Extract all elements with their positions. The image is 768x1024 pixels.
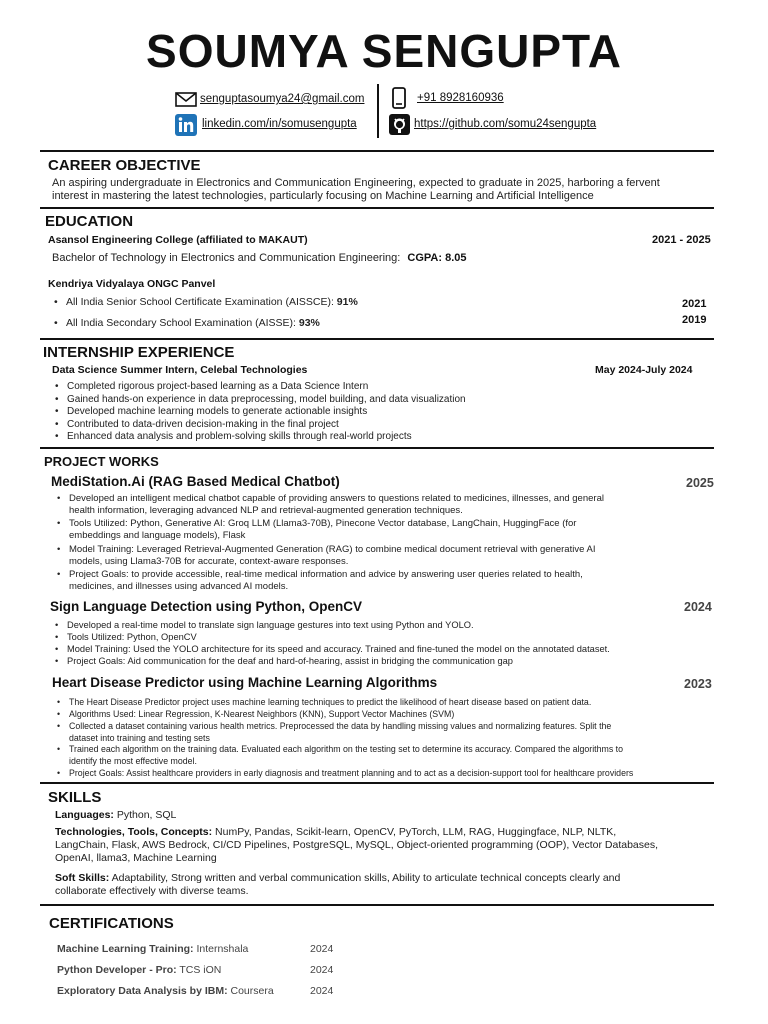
header-divider (40, 150, 714, 152)
bullet-line: dataset into training and testing sets (69, 733, 210, 743)
internship-bullet: • Contributed to data-driven decision-making in the final project (55, 419, 339, 432)
languages-label: Languages: (55, 809, 114, 821)
project-bullet: • Project Goals: Assist healthcare providers in early diagnosis and treatment planning and to act as a decision-support tool for healthcare providers (57, 767, 633, 779)
internship-bullet: • Completed rigorous project-based learning as a Data Science Intern (55, 381, 368, 394)
technologies-line: OpenAI, llama3, Machine Learning (55, 852, 217, 864)
github-link[interactable]: https://github.com/somu24sengupta (414, 118, 597, 130)
internship-heading: INTERNSHIP EXPERIENCE (43, 344, 235, 361)
languages-value: Python, SQL (116, 809, 177, 821)
certification-provider: Coursera (230, 985, 274, 997)
phone-link[interactable]: +91 8928160936 (417, 92, 504, 104)
exam-name: All India Senior School Certificate Examination (AISSCE): (66, 296, 334, 308)
bullet-line: Tools Utilized: Python, Generative AI: Groq LLM (Llama3-70B), Pinecone Vector database, LangChain, HuggingFace (for (69, 518, 577, 529)
career-objective-heading: CAREER OBJECTIVE (48, 157, 201, 174)
section-divider (40, 338, 714, 340)
internship-bullet: • Gained hands-on experience in data preprocessing, model building, and data visualization (55, 394, 466, 407)
project-bullet: • Developed a real-time model to translate sign language gestures into text using Python and YOLO. (55, 619, 474, 631)
github-icon (389, 114, 410, 135)
certification-year: 2024 (310, 964, 334, 976)
project-bullet (57, 544, 697, 568)
certification-provider: TCS iON (179, 964, 222, 976)
phone-icon (392, 87, 406, 109)
candidate-name: SOUMYA SENGUPTA (146, 25, 622, 77)
certification-item (57, 985, 274, 997)
bullet-line: identify the most effective model. (69, 756, 197, 766)
internship-dates: May 2024-July 2024 (595, 364, 693, 376)
bullet-line: Developed an intelligent medical chatbot capable of providing answers to questions related to medicines, illnesses, and general (69, 493, 604, 504)
project-year: 2025 (686, 476, 714, 490)
project-bullet (57, 720, 611, 744)
bullet-line: medicines, and illnesses using advanced AI models. (69, 581, 289, 592)
bullet-line: Model Training: Leveraged Retrieval-Augmented Generation (RAG) to combine medical document retrieval with generative AI (69, 544, 596, 555)
bullet-line: models, using Llama3-70B for accurate, context-aware responses. (69, 556, 349, 567)
certification-title: Exploratory Data Analysis by IBM: (57, 985, 228, 997)
project-bullet (57, 569, 697, 593)
technologies-label: Technologies, Tools, Concepts: (55, 826, 213, 838)
exam-score: 93% (298, 317, 320, 329)
project-bullet (57, 493, 697, 517)
section-divider (40, 782, 714, 784)
mail-icon (175, 92, 197, 107)
certification-year: 2024 (310, 943, 334, 955)
languages-line (55, 809, 176, 821)
linkedin-icon (175, 114, 197, 136)
email-link[interactable]: senguptasoumya24@gmail.com (200, 93, 365, 105)
technologies-block (55, 826, 658, 865)
section-divider (40, 904, 714, 906)
project-title: MediStation.Ai (RAG Based Medical Chatbot) (51, 474, 340, 489)
education-heading: EDUCATION (45, 213, 134, 230)
bullet-line: health information, leveraging advanced NLP and retrieval-augmented generation techniques. (69, 505, 463, 516)
project-year: 2024 (684, 600, 712, 614)
project-bullet: • Tools Utilized: Python, OpenCV (55, 631, 197, 643)
project-bullet: • Model Training: Used the YOLO architecture for its speed and accuracy. Trained and fine-tuned the model on the annotated dataset. (55, 643, 610, 655)
college-name: Asansol Engineering College (affiliated to MAKAUT) (48, 234, 308, 246)
soft-skills-line: Adaptability, Strong written and verbal communication skills, Ability to articulate technical concepts clearly and (111, 872, 621, 884)
career-objective-line: An aspiring undergraduate in Electronics and Communication Engineering, expected to graduate in 2025, harboring a fervent (52, 177, 660, 189)
career-objective-line: interest in mastering the latest technologies, particularly focusing on Machine Learning and Artificial Intelligence (52, 190, 594, 202)
exam-year: 2019 (682, 314, 707, 326)
education-item (54, 296, 358, 309)
certification-year: 2024 (310, 985, 334, 997)
project-bullet (57, 743, 623, 767)
projects-heading: PROJECT WORKS (44, 454, 159, 469)
certification-item (57, 943, 248, 955)
school-name: Kendriya Vidyalaya ONGC Panvel (48, 278, 216, 290)
linkedin-link[interactable]: linkedin.com/in/somusengupta (202, 118, 357, 130)
certifications-heading: CERTIFICATIONS (49, 915, 174, 932)
soft-skills-label: Soft Skills: (55, 872, 110, 884)
education-item (54, 317, 320, 330)
project-title: Sign Language Detection using Python, OpenCV (50, 599, 363, 614)
bullet-line: embeddings and language models), Flask (69, 530, 246, 541)
internship-bullet: • Enhanced data analysis and problem-solving skills through real-world projects (55, 431, 412, 444)
skills-heading: SKILLS (48, 789, 102, 806)
soft-skills-block (55, 872, 620, 898)
project-year: 2023 (684, 677, 712, 691)
certification-title: Python Developer - Pro: (57, 964, 177, 976)
internship-role: Data Science Summer Intern, Celebal Technologies (52, 364, 308, 376)
section-divider (40, 207, 714, 209)
bullet-line: Trained each algorithm on the training data. Evaluated each algorithm on the testing set to determine its accuracy. Compared the algorithms to (69, 744, 624, 754)
exam-score: 91% (336, 296, 358, 308)
contact-divider (377, 84, 379, 138)
exam-year: 2021 (682, 298, 707, 310)
college-years: 2021 - 2025 (652, 234, 711, 246)
project-bullet: • Algorithms Used: Linear Regression, K-Nearest Neighbors (KNN), Support Vector Machines (SVM) (57, 708, 454, 720)
exam-name: All India Secondary School Examination (AISSE): (66, 317, 296, 329)
project-bullet: • Project Goals: Aid communication for the deaf and hard-of-hearing, assist in bridging the communication gap (55, 655, 513, 667)
bullet-line: Project Goals: to provide accessible, real-time medical information and advice by answering user queries related to health, (69, 569, 583, 580)
certification-item (57, 964, 221, 976)
bullet-line: Collected a dataset containing various health metrics. Preprocessed the data by handling missing values and normalizing features. Split the (69, 721, 612, 731)
project-bullet: • The Heart Disease Predictor project uses machine learning techniques to predict the likelihood of heart disease based on patient data. (57, 696, 591, 708)
project-title: Heart Disease Predictor using Machine Learning Algorithms (52, 675, 438, 690)
soft-skills-line: collaborate effectively with diverse teams. (55, 885, 249, 897)
technologies-line: LangChain, Flask, AWS Bedrock, CI/CD Pipelines, PostgreSQL, MySQL, Object-oriented programming (OOP), Vector Databases, (55, 839, 659, 851)
certification-title: Machine Learning Training: (57, 943, 194, 955)
section-divider (40, 447, 714, 449)
cgpa: CGPA: 8.05 (407, 252, 467, 264)
internship-bullet: • Developed machine learning models to generate actionable insights (55, 406, 367, 419)
technologies-line: NumPy, Pandas, Scikit-learn, OpenCV, PyTorch, LLM, RAG, Huggingface, NLP, NLTK, (215, 826, 617, 838)
project-bullet (57, 518, 697, 542)
certification-provider: Internshala (196, 943, 249, 955)
degree-text (52, 252, 467, 264)
degree-name: Bachelor of Technology in Electronics and Communication Engineering: (52, 252, 401, 264)
